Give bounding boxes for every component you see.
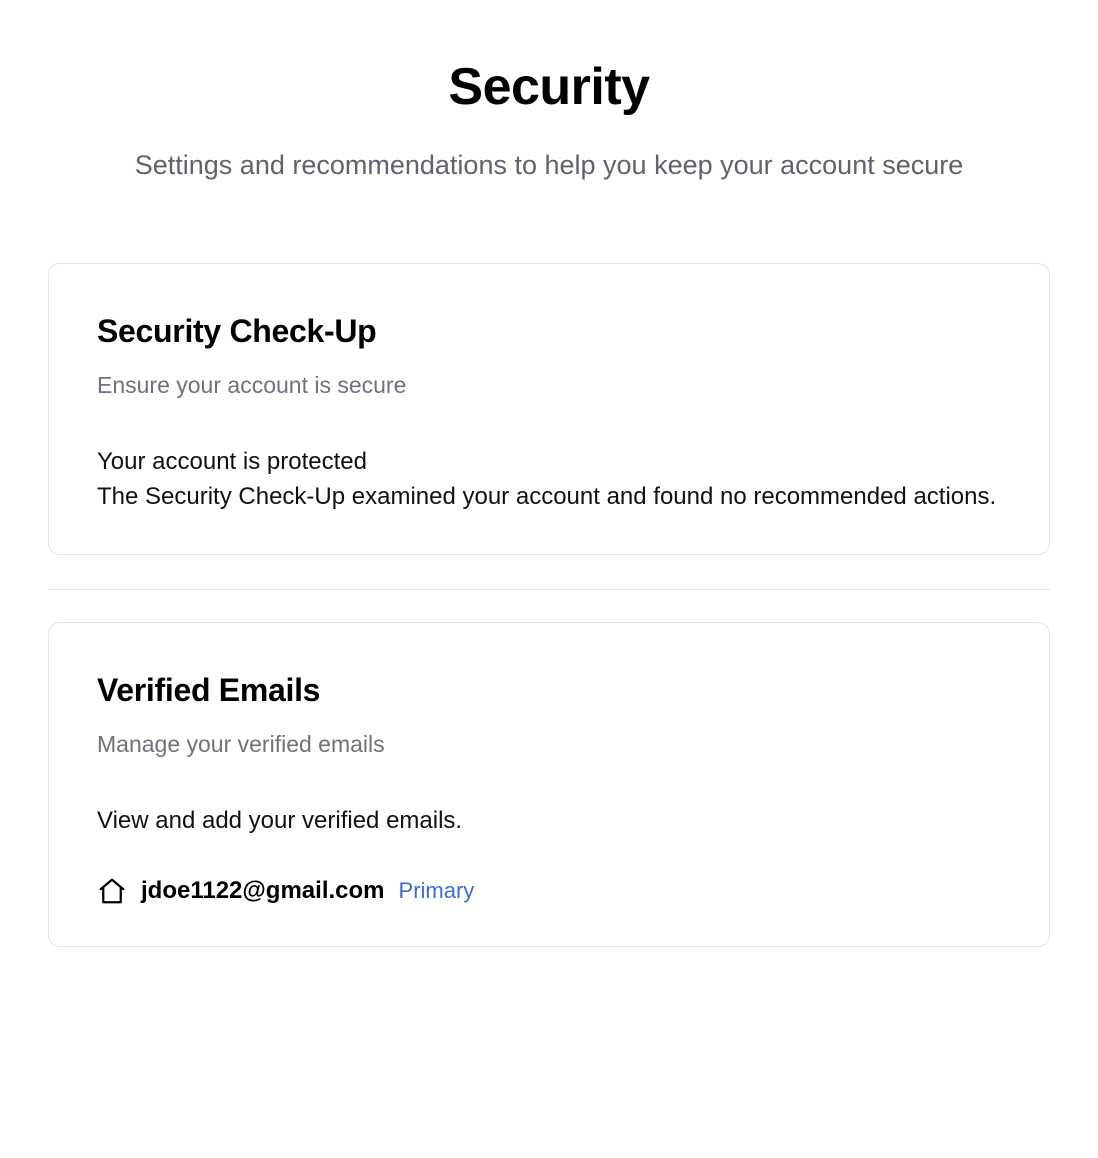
verified-emails-title: Verified Emails [97, 672, 321, 709]
verified-emails-description: View and add your verified emails. [97, 806, 463, 834]
card-divider [48, 589, 1050, 590]
security-check-up-card [48, 263, 1050, 555]
security-check-up-subtitle: Ensure your account is secure [97, 371, 407, 398]
verified-email-address: jdoe1122@gmail.com [141, 877, 385, 905]
home-icon [97, 876, 127, 906]
security-settings-page [0, 56, 1098, 947]
security-check-up-body [97, 445, 1001, 515]
verified-emails-card [48, 622, 1050, 947]
security-check-up-title: Security Check-Up [97, 313, 377, 350]
verified-emails-body [97, 804, 1001, 839]
security-status-heading: Your account is protected [97, 447, 367, 475]
primary-email-badge: Primary [398, 878, 475, 904]
page-subtitle: Settings and recommendations to help you keep your account secure [134, 150, 964, 181]
verified-email-list-item[interactable] [97, 876, 1001, 906]
verified-emails-subtitle: Manage your verified emails [97, 730, 385, 757]
cards-container [0, 263, 1098, 947]
page-title: Security [448, 58, 650, 116]
security-status-detail: The Security Check-Up examined your account and found no recommended actions. [97, 482, 997, 510]
